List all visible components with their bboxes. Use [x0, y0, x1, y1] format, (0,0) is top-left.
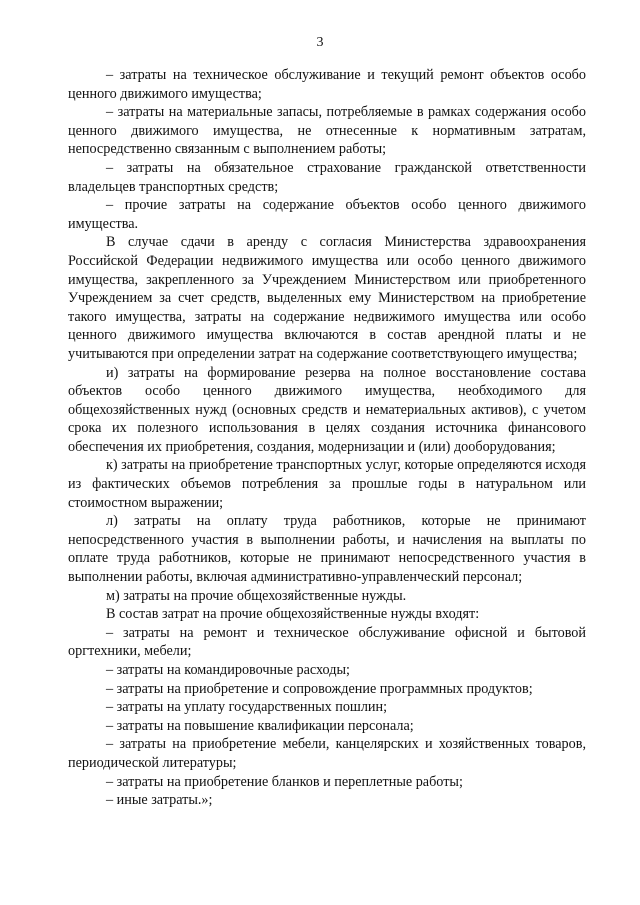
paragraph-forms-binding: – затраты на приобретение бланков и переплетные работы; [106, 773, 463, 790]
paragraph-insurance: – затраты на обязательное страхование гражданской ответственности владельцев транспортных средств; [68, 159, 586, 195]
paragraph-general-needs-intro: В состав затрат на прочие общехозяйственные нужды входят: [106, 606, 480, 623]
paragraph-travel: – затраты на командировочные расходы; [106, 662, 350, 678]
paragraph-state-fees: – затраты на уплату государственных пошлин; [106, 699, 388, 716]
paragraph-maintenance-costs: – затраты на техническое обслуживание и текущий ремонт объектов особо ценного движимого имущества; [68, 67, 586, 102]
paragraph-furniture-stationery: – затраты на приобретение мебели, канцелярских и хозяйственных товаров, периодической литературы; [68, 736, 586, 771]
paragraph-lease: В случае сдачи в аренду с согласия Министерства здравоохранения Российской Федерации недвижимого имущества или особо ценного движимого имущества, закрепленного за Учреждением Министерством или приобретенного Учреждением за счет средств, выделенных ему Министерством на приобретение такого имущества, затраты на содержание недвижимого имущества или особо ценного движимого имущества включаются в состав арендной платы и не учитываются при определении затрат на содержание соответствующего имущества; [68, 234, 586, 362]
paragraph-other-upkeep: – прочие затраты на содержание объектов особо ценного движимого имущества. [68, 197, 586, 232]
paragraph-item-l: л) затраты на оплату труда работников, которые не принимают непосредственного участия в выполнении работы, и начисления на выплаты по оплате труда работников, которые не принимают непосредственного участия в выполнении работы, включая административно-управленческий персонал; [68, 513, 586, 586]
paragraph-item-m: м) затраты на прочие общехозяйственные нужды. [106, 587, 407, 604]
paragraph-other-costs: – иные затраты.»; [106, 792, 213, 809]
page-number: 3 [316, 35, 324, 50]
document-body [68, 66, 586, 810]
paragraph-office-equipment: – затраты на ремонт и техническое обслуживание офисной и бытовой оргтехники, мебели; [68, 624, 586, 660]
paragraph-item-i: и) затраты на формирование резерва на полное восстановление состава объектов особо ценного движимого имущества, необходимого для общехозяйственных нужд (основных средств и нематериальных активов), с учетом срока их полезного использования в целях создания источника финансового обеспечения их приобретения, создания, модернизации и (или) дооборудования; [68, 364, 586, 455]
paragraph-material-supplies: – затраты на материальные запасы, потребляемые в рамках содержания особо ценного движимого имущества, не отнесенные к нормативным затратам, непосредственно связанным с выполнением работы; [68, 104, 586, 158]
paragraph-training: – затраты на повышение квалификации персонала; [106, 717, 414, 734]
paragraph-software: – затраты на приобретение и сопровождение программных продуктов; [106, 680, 533, 697]
paragraph-item-k: к) затраты на приобретение транспортных услуг, которые определяются исходя из фактических объемов потребления за прошлые годы в натуральном или стоимостном выражении; [68, 457, 586, 511]
